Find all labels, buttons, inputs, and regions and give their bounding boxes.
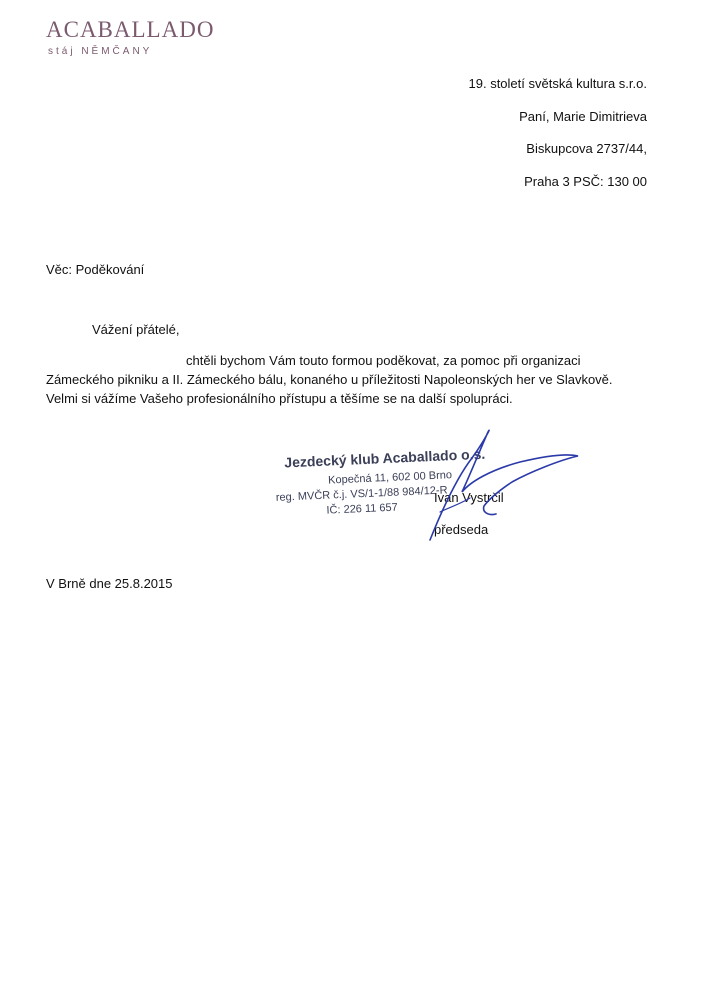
recipient-company: 19. století světská kultura s.r.o. <box>468 76 647 91</box>
logo-subtitle: stáj NĚMČANY <box>48 46 153 57</box>
subject-line: Věc: Poděkování <box>46 262 145 277</box>
signer-name: Ivan Vystrčil <box>434 490 504 505</box>
letterhead-logo <box>46 18 214 57</box>
recipient-city: Praha 3 PSČ: 130 00 <box>524 173 647 189</box>
body-line-3: Velmi si vážíme Vašeho profesionálního přístupu a těšíme se na další spolupráci. <box>46 391 513 406</box>
body-line-2: Zámeckého pikniku a II. Zámeckého bálu, konaného u příležitosti Napoleonských her ve Slavkově. <box>46 372 613 387</box>
stamp-registration: reg. MVČR č.j. VS/1-1/88 984/12-R <box>275 484 448 504</box>
body-line-1: chtěli bychom Vám touto formou poděkovat, za pomoc při organizaci <box>186 353 581 368</box>
stamp-address: Kopečná 11, 602 00 Brno <box>327 469 453 487</box>
recipient-person: Paní, Marie Dimitrieva <box>519 108 647 124</box>
place-and-date: V Brně dne 25.8.2015 <box>46 576 173 591</box>
greeting: Vážení přátelé, <box>92 322 180 337</box>
recipient-street: Biskupcova 2737/44, <box>526 141 647 156</box>
signer-role: předseda <box>434 522 489 537</box>
stamp-ico: IČ: 226 11 657 <box>326 501 399 517</box>
stamp-org-name: Jezdecký klub Acaballado o.s. <box>283 445 486 471</box>
recipient-address <box>469 76 647 206</box>
letter-body <box>46 351 666 408</box>
handwritten-signature <box>400 420 600 550</box>
logo-name: ACABALLADO <box>46 17 215 42</box>
